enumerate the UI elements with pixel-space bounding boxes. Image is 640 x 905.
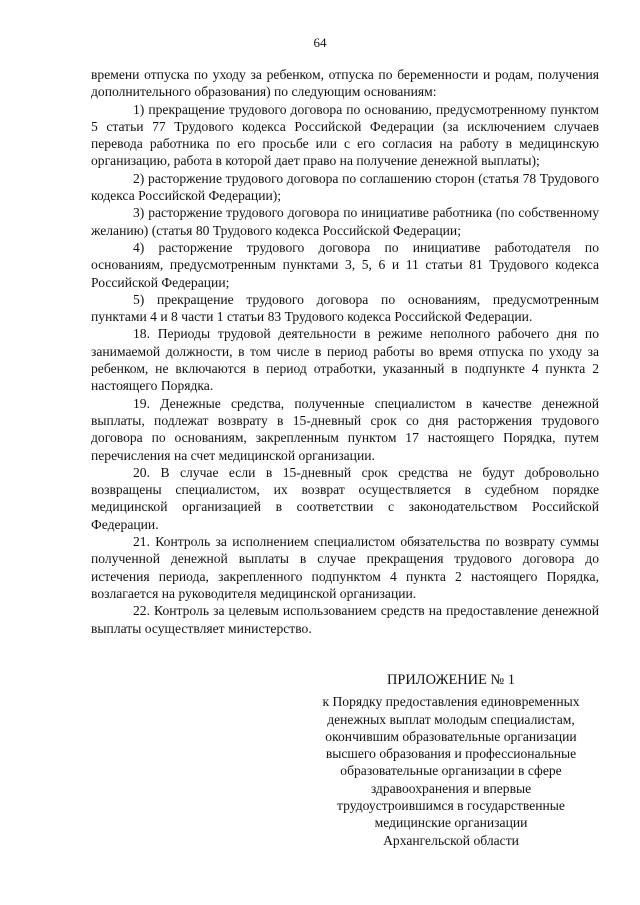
paragraph-item-4: 4) расторжение трудового договора по инициативе работодателя по основаниям, предусмотренным пунктами 3, 5, 6 и 11 статьи 81 Трудового кодекса Российской Федерации;	[91, 239, 599, 290]
appendix-line: образовательные организации в сфере	[340, 763, 562, 779]
paragraph-22: 22. Контроль за целевым использованием средств на предоставление денежной выплаты осуществляет министерство.	[91, 603, 599, 636]
appendix-line: высшего образования и профессиональные	[325, 746, 577, 762]
appendix-block	[304, 672, 598, 849]
paragraph-20: 20. В случае если в 15-дневный срок средства не будут добровольно возвращены специалистом, их возврат осуществляется в судебном порядке медицинской организацией в соответствии с законодательством Российской Федерации.	[91, 464, 599, 532]
appendix-line: денежных выплат молодым специалистам,	[327, 711, 575, 727]
paragraph-item-3: 3) расторжение трудового договора по инициативе работника (по собственному желанию) (статья 80 Трудового кодекса Российской Федерации;	[91, 205, 599, 238]
appendix-line: Архангельской области	[383, 832, 519, 848]
paragraph-21: 21. Контроль за исполнением специалистом обязательства по возврату суммы полученной денежной выплаты в случае прекращения трудового договора до истечения периода, закрепленного подпунктом 4 пункта 2 настоящего Порядка, возлагается на руководителя медицинской организации.	[91, 534, 599, 601]
appendix-line: к Порядку предоставления единовременных	[322, 694, 580, 710]
appendix-line: окончившим образовательные организации	[325, 728, 577, 744]
paragraph-item-1: 1) прекращение трудового договора по основанию, предусмотренному пунктом 5 статьи 77 Трудового кодекса Российской Федерации (за исключением случаев перевода работника по его просьбе или с его согласия на работу в медицинскую организацию, работа в которой дает право на получение денежной выплаты);	[91, 101, 599, 169]
appendix-line: трудоустроившимся в государственные	[337, 798, 565, 814]
paragraph-continuation: времени отпуска по уходу за ребенком, отпуска по беременности и родам, получения дополнительного образования) по следующим основаниям:	[91, 67, 599, 100]
document-body	[91, 66, 599, 637]
paragraph-item-5: 5) прекращение трудового договора по основаниям, предусмотренным пунктами 4 и 8 части 1 статьи 83 Трудового кодекса Российской Федерации.	[91, 291, 599, 325]
paragraph-19: 19. Денежные средства, полученные специалистом в качестве денежной выплаты, подлежат возврату в 15-дневный срок со дня расторжения трудового договора по основаниям, закрепленным пунктом 17 настоящего Порядка, путем перечисления на счет медицинской организации.	[91, 395, 599, 463]
paragraph-item-2: 2) расторжение трудового договора по соглашению сторон (статья 78 Трудового кодекса Российской Федерации);	[91, 170, 599, 204]
appendix-title: ПРИЛОЖЕНИЕ № 1	[387, 672, 515, 688]
appendix-line: здравоохранения и впервые	[370, 780, 532, 796]
page-number: 64	[313, 35, 327, 50]
paragraph-18: 18. Периоды трудовой деятельности в режиме неполного рабочего дня по занимаемой должности, в том числе в период работы во время отпуска по уходу за ребенком, не включаются в период отработки, указанный в подпункте 4 пункта 2 настоящего Порядка.	[91, 326, 599, 394]
appendix-line: медицинские организации	[374, 815, 528, 831]
